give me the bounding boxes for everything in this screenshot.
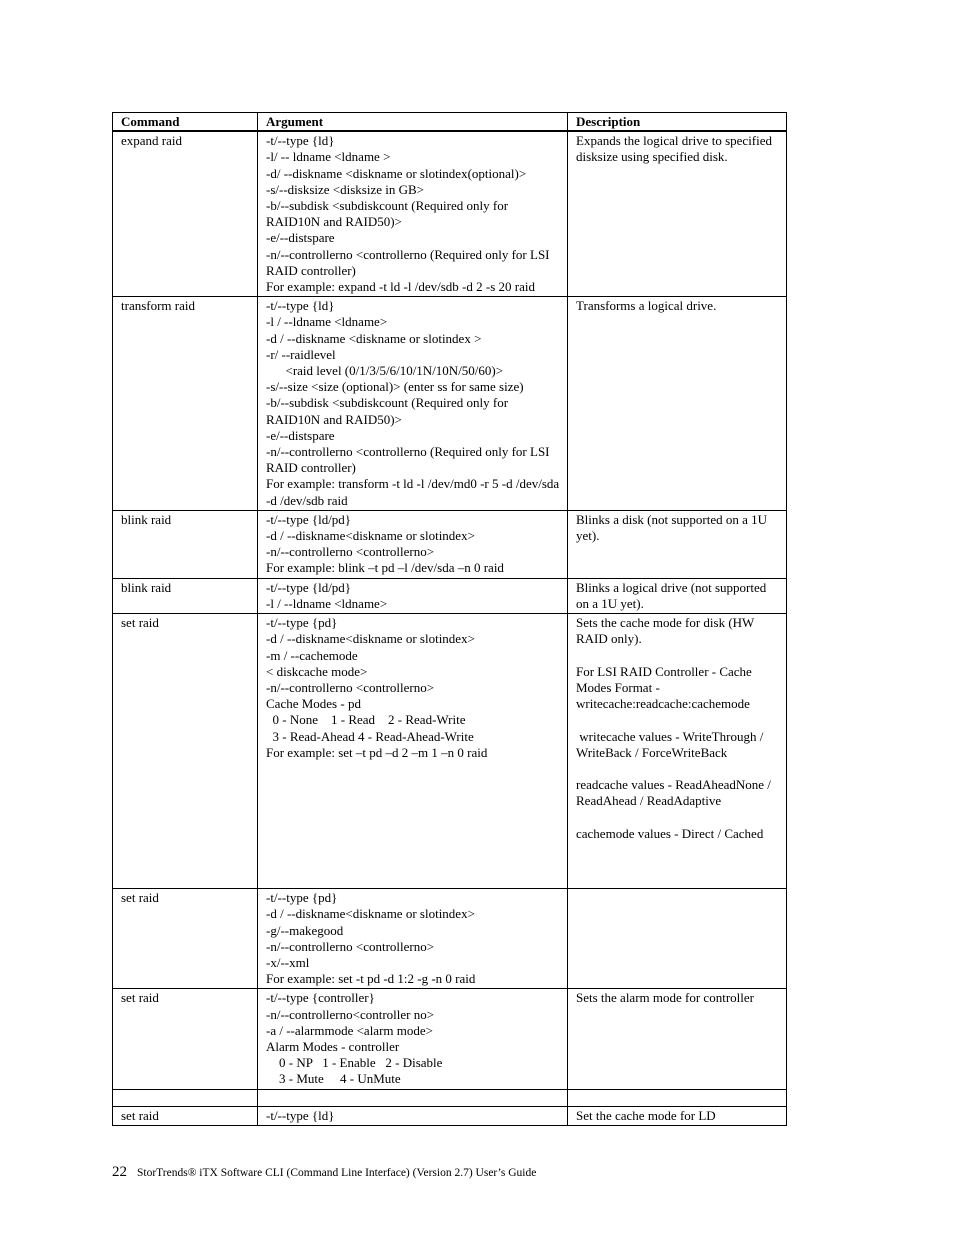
description-cell: Sets the alarm mode for controller (568, 989, 787, 1089)
command-cell (113, 1089, 258, 1106)
argument-cell: -t/--type {controller} -n/--controllerno<controller no> -a / --alarmmode <alarm mode> Alarm Modes - controller 0 - NP 1 - Enable 2 - Disable 3 - Mute 4 - UnMute (258, 989, 568, 1089)
argument-cell: -t/--type {pd} -d / --diskname<diskname or slotindex> -m / --cachemode < diskcache mode> -n/--controllerno <controllerno> Cache Modes - pd 0 - None 1 - Read 2 - Read-Write 3 - Read-Ahead 4 - Read-Ahead-Write For example: set –t pd –d 2 –m 1 –n 0 raid (258, 614, 568, 889)
header-command: Command (113, 113, 258, 132)
table-row (113, 1106, 787, 1125)
command-cell: transform raid (113, 297, 258, 511)
description-cell (568, 1089, 787, 1106)
page-number: 22 (112, 1164, 127, 1180)
command-cell: set raid (113, 989, 258, 1089)
table-row (113, 614, 787, 889)
command-cell: set raid (113, 1106, 258, 1125)
argument-cell (258, 1089, 568, 1106)
table-row (113, 578, 787, 613)
description-cell (568, 889, 787, 989)
table-row (113, 989, 787, 1089)
description-cell: Transforms a logical drive. (568, 297, 787, 511)
table-row-empty (113, 1089, 787, 1106)
description-cell: Set the cache mode for LD (568, 1106, 787, 1125)
argument-cell: -t/--type {pd} -d / --diskname<diskname or slotindex> -g/--makegood -n/--controllerno <controllerno> -x/--xml For example: set -t pd -d 1:2 -g -n 0 raid (258, 889, 568, 989)
table-row (113, 510, 787, 578)
argument-cell: -t/--type {ld} -l/ -- ldname <ldname > -d/ --diskname <diskname or slotindex(optional)> -s/--disksize <disksize in GB> -b/--subdisk <subdiskcount (Required only for RAID10N and RAID50)> -e/--distspare -n/--controllerno <controllerno (Required only for LSI RAID controller) For example: expand -t ld -l /dev/sdb -d 2 -s 20 raid (258, 131, 568, 297)
command-cell: blink raid (113, 578, 258, 613)
table-row (113, 889, 787, 989)
description-cell: Sets the cache mode for disk (HW RAID only). For LSI RAID Controller - Cache Modes Format - writecache:readcache:cachemode writecache values - WriteThrough / WriteBack / ForceWriteBack readcache values - ReadAheadNone / ReadAhead / ReadAdaptive cachemode values - Direct / Cached (568, 614, 787, 889)
header-description: Description (568, 113, 787, 132)
argument-cell: -t/--type {ld} (258, 1106, 568, 1125)
command-cell: set raid (113, 889, 258, 989)
footer-title: StorTrends® iTX Software CLI (Command Line Interface) (Version 2.7) User’s Guide (137, 1167, 537, 1179)
description-cell: Blinks a logical drive (not supported on a 1U yet). (568, 578, 787, 613)
table-row (113, 297, 787, 511)
argument-cell: -t/--type {ld/pd} -l / --ldname <ldname> (258, 578, 568, 613)
command-table (112, 112, 787, 1126)
command-cell: blink raid (113, 510, 258, 578)
command-cell: set raid (113, 614, 258, 889)
description-cell: Blinks a disk (not supported on a 1U yet). (568, 510, 787, 578)
description-cell: Expands the logical drive to specified disksize using specified disk. (568, 131, 787, 297)
command-cell: expand raid (113, 131, 258, 297)
header-argument: Argument (258, 113, 568, 132)
table-row (113, 131, 787, 297)
page-footer (112, 1163, 536, 1181)
argument-cell: -t/--type {ld} -l / --ldname <ldname> -d / --diskname <diskname or slotindex > -r/ --raidlevel <raid level (0/1/3/5/6/10/1N/10N/50/60)> -s/--size <size (optional)> (enter ss for same size) -b/--subdisk <subdiskcount (Required only for RAID10N and RAID50)> -e/--distspare -n/--controllerno <controllerno (Required only for LSI RAID controller) For example: transform -t ld -l /dev/md0 -r 5 -d /dev/sda -d /dev/sdb raid (258, 297, 568, 511)
table-header-row (113, 113, 787, 132)
argument-cell: -t/--type {ld/pd} -d / --diskname<diskname or slotindex> -n/--controllerno <controllerno> For example: blink –t pd –l /dev/sda –n 0 raid (258, 510, 568, 578)
